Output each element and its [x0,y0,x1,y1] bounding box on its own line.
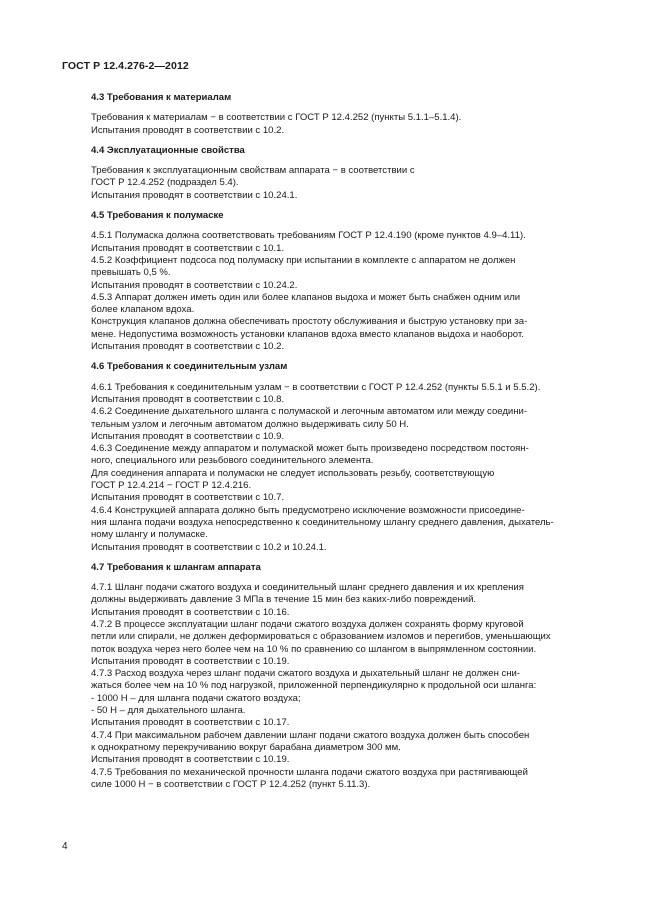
section-4-4 [91,145,599,202]
page-number: 4 [62,841,68,852]
section-4-3 [91,92,599,137]
text-line: ния шланга подачи воздуха непосредственно к соединительному шлангу среднего давления, дыхатель- [91,516,554,528]
text-line: Испытания проводят в соответствии с 10.8. [91,393,285,405]
text-line: 4.6.3 Соединение между аппаратом и полумаской может быть произведено посредством постоян- [91,443,529,455]
text-line: Испытания проводят в соответствии с 10.16. [91,606,290,618]
text-line: 4.5.2 Коэффициент подсоса под полумаску при испытании в комплекте с аппаратом не должен [91,254,516,266]
document-header: ГОСТ Р 12.4.276-2—2012 [62,60,189,72]
text-line: Конструкция клапанов должна обеспечивать простоту обслуживания и быструю установку при за- [91,316,528,328]
text-line: поток воздуха через него более чем на 10 % по сравнению со шлангом в выпрямленном состоянии. [91,643,537,655]
text-line: Испытания проводят в соответствии с 10.24.2. [91,279,298,291]
text-line: мене. Недопустима возможность установки клапанов вдоха вместо клапанов выдоха и наоборот. [91,328,524,340]
text-line: 4.7.3 Расход воздуха через шланг подачи сжатого воздуха и дыхательный шланг не должен сни- [91,668,521,680]
section-heading: 4.5 Требования к полумаске [91,210,224,222]
text-line: Испытания проводят в соответствии с 10.2. [91,341,285,353]
text-line: Испытания проводят в соответствии с 10.7. [91,492,285,504]
text-line: тельным узлом и легочным автоматом должно выдерживать силу 50 Н. [91,418,409,430]
text-line: Испытания проводят в соответствии с 10.9. [91,430,285,442]
text-line: 4.5.1 Полумаска должна соответствовать требованиям ГОСТ Р 12.4.190 (кроме пунктов 4.9–4.11). [91,230,526,242]
text-line: ного, специального или резьбового соединительного элемента. [91,455,374,467]
text-line: Испытания проводят в соответствии с 10.19. [91,754,290,766]
text-line: 4.6.1 Требования к соединительным узлам − в соответствии с ГОСТ Р 12.4.252 (пункты 5.5.1 и 5.5.2). [91,381,541,393]
text-line: 4.7.4 При максимальном рабочем давлении шланг подачи сжатого воздуха должен быть способен [91,729,530,741]
text-line: должны выдерживать давление 3 МПа в течение 15 мин без каких-либо повреждений. [91,594,477,606]
text-line: Требования к эксплуатационным свойствам аппарата − в соответствии с [91,165,415,177]
text-line: - 50 Н – для дыхательного шланга. [91,705,246,717]
section-heading: 4.6 Требования к соединительным узлам [91,361,288,373]
text-line: ГОСТ Р 12.4.214 − ГОСТ Р 12.4.216. [91,480,252,492]
text-line: более клапаном вдоха. [91,304,195,316]
document-body [91,92,599,791]
text-line: превышать 0,5 %. [91,267,171,279]
text-line: Испытания проводят в соответствии с 10.2. [91,124,285,136]
text-line: 4.7.5 Требования по механической прочности шланга подачи сжатого воздуха при растягивающей [91,766,528,778]
text-line: - 1000 Н – для шланга подачи сжатого воздуха; [91,692,301,704]
text-line: жаться более чем на 10 % под нагрузкой, приложенной перпендикулярно к продольной оси шланга: [91,680,537,692]
text-line: Испытания проводят в соответствии с 10.19. [91,655,290,667]
section-4-5 [91,210,599,353]
text-line: Испытания проводят в соответствии с 10.24.1. [91,189,298,201]
text-line: 4.7.1 Шланг подачи сжатого воздуха и соединительный шланг среднего давления и их крепления [91,582,524,594]
section-4-7 [91,562,599,791]
text-line: 4.5.3 Аппарат должен иметь один или более клапанов выдоха и может быть снабжен одним или [91,291,521,303]
text-line: к однократному перекручиванию вокруг барабана диаметром 300 мм. [91,741,401,753]
section-heading: 4.3 Требования к материалам [91,92,232,103]
text-line: 4.6.2 Соединение дыхательного шланга с полумаской и легочным автоматом или между соедини- [91,406,528,418]
text-line: Испытания проводят в соответствии с 10.2 и 10.24.1. [91,541,327,553]
text-line: ному шлангу и полумаске. [91,529,208,541]
text-line: Для соединения аппарата и полумаски не следует использовать резьбу, соответствующую [91,467,495,479]
section-4-6 [91,361,599,553]
text-line: Требования к материалам − в соответствии с ГОСТ Р 12.4.252 (пункты 5.1.1–5.1.4). [91,112,462,124]
text-line: Испытания проводят в соответствии с 10.1. [91,242,285,254]
text-line: Испытания проводят в соответствии с 10.17. [91,717,290,729]
section-heading: 4.7 Требования к шлангам аппарата [91,561,261,573]
text-line: 4.6.4 Конструкцией аппарата должно быть предусмотрено исключение возможности присоедине- [91,504,525,516]
text-line: силе 1000 Н − в соответствии с ГОСТ Р 12.4.252 (пункт 5.11.3). [91,778,371,790]
section-heading: 4.4 Эксплуатационные свойства [91,144,245,156]
text-line: 4.7.2 В процессе эксплуатации шланг подачи сжатого воздуха должен сохранять форму круговой [91,618,524,630]
text-line: петли или спирали, не должен деформироваться с образованием изломов и перегибов, уменьшающих [91,631,551,643]
text-line: ГОСТ Р 12.4.252 (подраздел 5.4). [91,177,239,189]
